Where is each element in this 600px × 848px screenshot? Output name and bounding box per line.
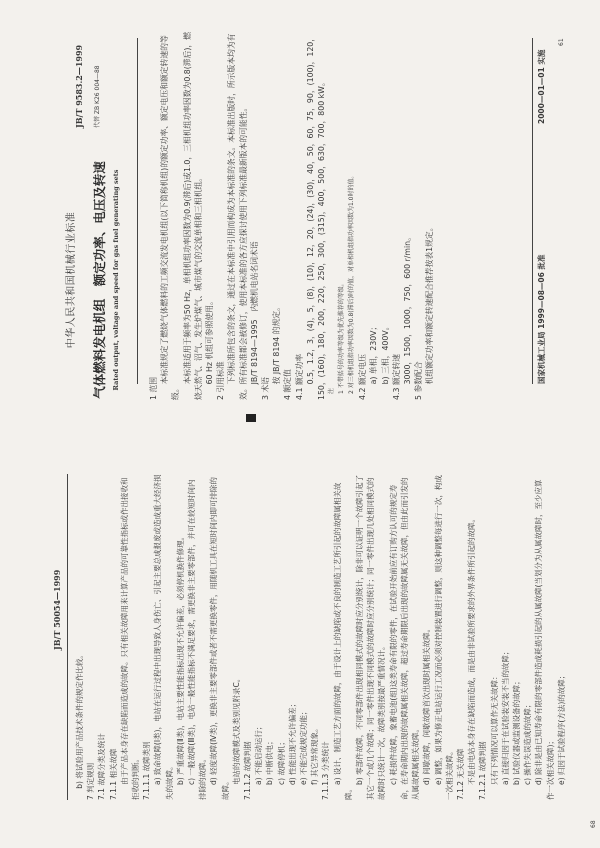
section-heading: 5 参数配合 — [414, 361, 424, 400]
page-jbt-50054 — [0, 424, 600, 848]
paragraph: f) 其它异常现象。 — [310, 724, 320, 785]
paragraph: a) 单相，230V； — [369, 322, 379, 385]
paragraph: c) 故障停机； — [276, 738, 286, 785]
section-heading: 4 额定值 — [283, 369, 293, 400]
section-heading: 7.1.2.1 故障判据 — [478, 741, 488, 800]
paragraph: b) 严重故障(Ⅱ类)，电站主要性能指标出现不允许偏差，必须停机换件修理。 — [175, 532, 185, 785]
replaces-code: 代替 ZB K26 004—88 — [94, 65, 101, 128]
paragraph: a) 不能启动运行； — [254, 722, 264, 785]
paragraph: d) 除非是由已知寿命有限的零部件造成耗损引起的从属故障(当划分为从属故障时，至少应算作一次相关故障)； — [534, 479, 555, 800]
paragraph: e) 调整，如果为修正电站运行工况而必须对控制装置进行调整，则这种调整每进行一次，构成一次相关故障。 — [433, 475, 454, 800]
page-body — [148, 28, 436, 400]
section-heading: 2 引用标准 — [216, 361, 226, 400]
paragraph: 按 JB/T 8194 的规定。 — [272, 303, 282, 385]
paragraph: e) 不能完成规定功能； — [299, 707, 309, 785]
implementation-text: 2000—01—01 实施 — [537, 49, 546, 124]
paragraph: b) 三相，400V。 — [380, 322, 390, 385]
paragraph: JB/T 8194—1995 内燃机电站名词术语 — [249, 241, 259, 385]
paragraph: a) 致命故障(Ⅰ类)，电站在运行过程中出现导致人身伤亡、引起主要总成报废或造成重大经济损失的故障。 — [153, 474, 174, 800]
note-line: 2 对三相机组指功率因数为0.8(滞后)时的值，对单相机组指功率因数为1.0时的值。 — [348, 172, 356, 394]
paragraph: 只有下列情况可以算作无关故障： — [489, 672, 499, 785]
paragraph: b) 将试验用产品技术条件的规定作比较。 — [75, 651, 84, 789]
paragraph: b) 中断供电； — [265, 737, 275, 785]
section-heading: 7 判定规则 — [86, 762, 96, 800]
paragraph: 下列标准所包含的条文，通过在本标准中引用而构成为本标准的条文。本标准出版时，所示版本均为有效。所有标准都会被修订，使用本标准的各方应探讨使用下列标准最新版本的可能性。 — [227, 33, 248, 400]
paragraph: 3000，1500，1000，750，600 r/min。 — [403, 233, 413, 385]
paragraph: b) 零部件故障，不同零部件出现相同模式的故障时应分别统计，除非可以证明一个故障引起了其它一个或几个故障；同一零件出现不同模式的故障时应分别统计；同一零件出现几处相同模式的故障时只统计一次，故障类别按最严重情况计。 — [355, 474, 387, 800]
section-heading: 7.1.1.3 分类统计 — [321, 741, 331, 800]
paragraph: 0.5，1.2，3，(4)，5，(8)，(10)，12，20，(24)，(30)，40，50，60，75，90，(100)，120，150，(160)，180，200，220，250，300，(315)，400，500，630，700，800 kW。 — [305, 33, 327, 400]
header-rule — [67, 474, 68, 800]
section-heading: 1 范围 — [149, 376, 158, 400]
footer-rule — [532, 38, 533, 384]
paragraph: d) 轻度故障(Ⅳ类)，更换非主要零部件或者不需更换零件，用随机工具在短时间内即可排除的故障。 — [209, 477, 230, 800]
paragraph: 不是由电站本身存在缺陷而造成，而是由非试验所要求的外界条件所引起的故障。 — [467, 515, 477, 785]
section-heading: 3 术语 — [261, 376, 271, 400]
page-number: 68 — [590, 820, 597, 828]
paragraph: b) 试验仪器或监测设备的故障； — [511, 677, 521, 785]
section-heading: 4.3 额定转速 — [391, 353, 401, 400]
header-rule — [137, 38, 138, 384]
paragraph: 电站的故障模式及类别见附录C。 — [231, 674, 241, 785]
paragraph: 本标准适用于频率为50 Hz，单相机组功率因数为0.9(滞后)或1.0，三相机组功率因数为0.8(滞后)，燃烧天然气、沼气、发生炉煤气、城市煤气的交流单相和三相机组。 — [182, 32, 203, 400]
paragraph: 机组额定功率和额定转速配合推荐按表1规定。 — [425, 223, 435, 385]
paragraph: c) 操作失误造成的故障； — [523, 700, 533, 785]
section-heading: 4.2 额定电压 — [358, 353, 368, 400]
section-heading: 4.1 额定功率 — [294, 353, 304, 400]
approval-text: 国家机械工业局 1999—08—06 批准 — [537, 254, 546, 384]
section-heading: 7.1.1 相关故障 — [108, 748, 118, 800]
note-line: 1 不带括号的功率等级为优先推荐的等级。 — [338, 280, 346, 394]
section-heading: 7.1.1.2 故障判据 — [243, 741, 253, 800]
paragraph: a) 直接归因于在试验装安装不当的故障； — [500, 647, 510, 785]
note-line: 注 — [328, 387, 336, 394]
document-title-en: Rated output, voltage and speed for gas fuel generating sets — [112, 169, 120, 391]
section-heading: 7.1.1.1 故障类别 — [142, 741, 152, 800]
standard-code: JB/T 9583.2—1999 — [74, 44, 84, 128]
page-header-code: JB/T 50054—1999 — [52, 569, 62, 650]
paragraph: 本标准规定了燃烧气体燃料的工频交流发电机组(以下简称机组)的额定功率、额定电压和额定转速的等级。 — [160, 35, 181, 400]
paragraph: 由于产品本身存在缺陷而造成的故障。只有相关故障用来计算产品的可靠性指标或作出接收和拒收的判断。 — [119, 477, 141, 800]
paragraph: e) 归因于试验程序(方法)的故障； — [556, 671, 566, 785]
page-number: 61 — [558, 38, 565, 46]
paragraph: c) 一般故障(Ⅲ类)，电站一般性能指标不满足要求，需更换非主要零部件，并可在较短时间内排除的故障。 — [187, 479, 208, 800]
paragraph: d) 间歇故障，间歇故障首次出现时属相关故障。 — [422, 624, 432, 785]
section-heading: 7.1.2 无关故障 — [455, 748, 465, 800]
paragraph: d) 性能出现不允许偏差； — [287, 699, 297, 785]
paragraph: a) 设计、制造工艺方面的故障，由于设计上的缺陷或不良的制造工艺所引起的故障属相关故障。 — [332, 482, 353, 800]
paragraph: 60 Hz 机组可参照使用。 — [205, 297, 215, 385]
document-title: 气体燃料发电机组 额定功率、电压及转速 — [92, 161, 107, 399]
section-heading: 7.1 故障分类及统计 — [97, 733, 107, 800]
paragraph: c) 耗损件故障，象蓄电池(组)这类寿命有限的零件，在试验开始前应有订购方认可的规定寿命，在寿命期内出现的故障属相关故障，超过寿命期限后出现的故障属无关故障，但由此而引发的从属故障属相关故障。 — [388, 477, 421, 800]
page-body — [74, 474, 567, 800]
org-title: 中华人民共和国机械行业标准 — [66, 211, 77, 349]
